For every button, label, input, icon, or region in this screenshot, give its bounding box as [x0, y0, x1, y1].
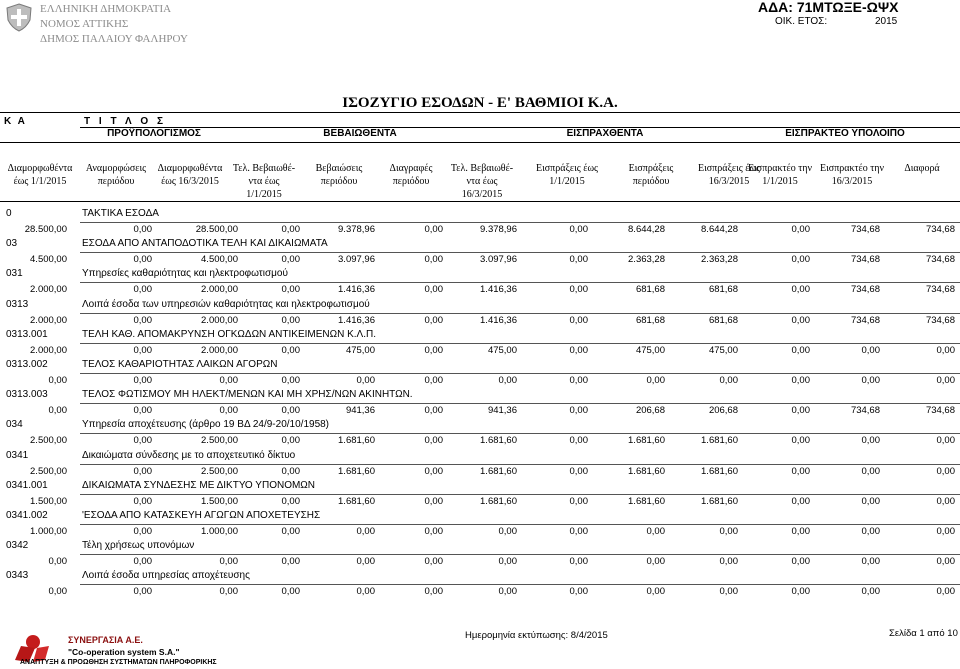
row-divider	[80, 554, 960, 555]
row-value: 1.416,36	[480, 284, 517, 296]
column-header	[612, 162, 690, 188]
row-title: ΤΕΛΗ ΚΑΘ. ΑΠΟΜΑΚΡΥΝΣΗ ΟΓΚΩΔΩΝ ΑΝΤΙΚΕΙΜΕΝΩΝ Κ.Λ.Π.	[82, 328, 376, 340]
row-value: 0,00	[791, 254, 810, 266]
company-name: ΣΥΝΕΡΓΑΣΙΑ Α.Ε.	[68, 635, 143, 645]
row-value: 206,68	[708, 405, 738, 417]
row-value: 0,00	[219, 556, 238, 568]
row-value: 0,00	[424, 375, 443, 386]
row-value: 0,00	[48, 556, 67, 568]
row-value: 0,00	[424, 254, 443, 266]
column-header-line: Εισπράξεις έως	[535, 163, 599, 174]
row-value: 734,68	[925, 254, 955, 266]
column-header-line: 16/3/2015	[831, 176, 873, 187]
header-divider-top	[0, 112, 960, 113]
title-header: Τ Ι Τ Λ Ο Σ	[84, 116, 166, 127]
row-value: 8.644,28	[701, 224, 738, 235]
row-value: 1.681,60	[701, 495, 738, 507]
row-value: 0,00	[424, 224, 443, 235]
row-value: 734,68	[850, 224, 880, 235]
row-value: 0,00	[133, 556, 152, 568]
row-value: 8.644,28	[628, 224, 665, 235]
column-header-line: ντα έως	[466, 176, 498, 187]
row-title: Λοιπά έσοδα υπηρεσίας αποχέτευσης	[82, 570, 250, 582]
row-value: 9.378,96	[338, 224, 375, 235]
row-value: 2.000,00	[201, 314, 238, 326]
group-collected: ΕΙΣΠΡΑΧΘΕΝΤΑ	[566, 128, 644, 139]
row-value: 0,00	[861, 465, 880, 477]
row-value: 475,00	[487, 344, 517, 356]
row-value: 0,00	[569, 405, 588, 417]
row-value: 0,00	[498, 526, 517, 537]
row-divider	[80, 403, 960, 404]
ada-code: ΑΔΑ: 71ΜΤΩΞΕ-ΩΨΧ	[758, 0, 899, 15]
row-value: 0,00	[861, 344, 880, 356]
row-value: 2.000,00	[201, 284, 238, 296]
print-date: Ημερομηνία εκτύπωσης: 8/4/2015	[465, 630, 608, 641]
row-value: 0,00	[281, 586, 300, 598]
row-value: 941,36	[487, 405, 517, 417]
row-value: 0,00	[498, 556, 517, 568]
row-title: Υπηρεσία αποχέτευσης (άρθρο 19 ΒΔ 24/9-20/10/1958)	[82, 419, 330, 431]
row-value: 2.000,00	[201, 344, 238, 356]
row-value: 0,00	[424, 405, 443, 417]
row-value: 1.681,60	[480, 465, 517, 477]
row-value: 0,00	[281, 224, 300, 235]
row-code: 0313.001	[6, 328, 48, 340]
row-value: 0,00	[281, 284, 300, 296]
row-value: 0,00	[791, 526, 810, 537]
row-value: 1.500,00	[30, 495, 67, 507]
row-value: 0,00	[791, 405, 810, 417]
row-value: 0,00	[569, 526, 588, 537]
row-code: 0313.002	[6, 359, 48, 370]
row-value: 0,00	[356, 526, 375, 537]
gov-line-2: ΝΟΜΟΣ ΑΤΤΙΚΗΣ	[40, 18, 129, 30]
row-value: 1.681,60	[338, 465, 375, 477]
row-value: 0,00	[133, 465, 152, 477]
row-value: 941,36	[345, 405, 375, 417]
row-value: 734,68	[925, 314, 955, 326]
row-title: Τέλη χρήσεως υπονόμων	[82, 540, 195, 552]
row-value: 1.000,00	[30, 526, 67, 537]
row-value: 0,00	[281, 495, 300, 507]
row-value: 0,00	[498, 586, 517, 598]
column-header	[740, 162, 820, 188]
row-value: 0,00	[791, 465, 810, 477]
row-value: 0,00	[356, 586, 375, 598]
row-value: 1.681,60	[338, 495, 375, 507]
row-value: 0,00	[936, 465, 955, 477]
column-header-line: Διαμορφωθέντα	[157, 163, 223, 174]
row-value: 0,00	[133, 224, 152, 235]
row-value: 206,68	[635, 405, 665, 417]
row-title: 'ΕΣΟΔΑ ΑΠΟ ΚΑΤΑΣΚΕΥΗ ΑΓΩΓΩΝ ΑΠΟΧΕΤΕΥΣΗΣ	[82, 510, 321, 521]
row-value: 0,00	[133, 526, 152, 537]
row-divider	[80, 494, 960, 495]
row-value: 0,00	[133, 254, 152, 266]
group-budget: ΠΡΟΫΠΟΛΟΓΙΣΜΟΣ	[107, 128, 201, 139]
row-value: 0,00	[424, 284, 443, 296]
row-value: 0,00	[424, 314, 443, 326]
row-value: 0,00	[133, 586, 152, 598]
row-value: 0,00	[356, 375, 375, 386]
row-value: 0,00	[133, 405, 152, 417]
header-divider-bottom	[0, 201, 960, 202]
fiscal-year-label: ΟΙΚ. ΕΤΟΣ:	[775, 16, 828, 27]
row-value: 0,00	[424, 556, 443, 568]
row-value: 0,00	[861, 586, 880, 598]
row-value: 0,00	[569, 435, 588, 447]
column-header-line: περιόδου	[97, 176, 135, 187]
column-header-line: 1/1/2015	[762, 176, 798, 187]
column-header-line: 1/1/2015	[246, 189, 282, 200]
gov-line-3: ΔΗΜΟΣ ΠΑΛΑΙΟΥ ΦΑΛΗΡΟΥ	[40, 33, 188, 45]
row-value: 0,00	[791, 284, 810, 296]
row-value: 0,00	[281, 405, 300, 417]
row-divider	[80, 222, 960, 223]
row-divider	[80, 433, 960, 434]
row-code: 034	[6, 419, 23, 431]
row-divider	[80, 464, 960, 465]
column-header	[228, 162, 300, 201]
row-value: 0,00	[219, 586, 238, 598]
code-header: Κ Α	[4, 116, 27, 127]
row-value: 0,00	[861, 375, 880, 386]
row-value: 0,00	[936, 526, 955, 537]
header-divider-groups	[0, 142, 960, 143]
row-value: 0,00	[133, 314, 152, 326]
row-value: 0,00	[424, 526, 443, 537]
column-header-line: Αναμορφώσεις	[85, 163, 147, 174]
row-value: 1.681,60	[628, 465, 665, 477]
row-value: 0,00	[133, 284, 152, 296]
row-value: 0,00	[281, 314, 300, 326]
column-header	[152, 162, 228, 188]
column-header-line: Τελ. Βεβαιωθέ-	[232, 163, 296, 174]
row-value: 4.500,00	[30, 254, 67, 266]
row-divider	[80, 584, 960, 585]
row-value: 0,00	[424, 495, 443, 507]
row-title: Δικαιώματα σύνδεσης με το αποχετευτικό δίκτυο	[82, 449, 296, 461]
column-header	[522, 162, 612, 188]
row-code: 0	[6, 208, 12, 219]
column-header-line: Βεβαιώσεις	[315, 163, 363, 174]
row-value: 0,00	[791, 375, 810, 386]
row-value: 1.681,60	[701, 465, 738, 477]
row-value: 734,68	[850, 254, 880, 266]
column-header-line: περιόδου	[392, 176, 430, 187]
row-value: 0,00	[281, 254, 300, 266]
row-value: 0,00	[424, 344, 443, 356]
row-code: 03	[6, 238, 18, 250]
column-header-line: Διαγραφές	[389, 163, 433, 174]
column-header-line: Εισπρακτέο την	[820, 163, 884, 174]
row-value: 681,68	[635, 284, 665, 296]
column-header-line: 16/3/2015	[461, 189, 503, 200]
row-value: 0,00	[791, 586, 810, 598]
column-header-line: 1/1/2015	[549, 176, 585, 187]
row-value: 0,00	[719, 375, 738, 386]
row-value: 1.681,60	[628, 495, 665, 507]
row-value: 0,00	[936, 586, 955, 598]
row-value: 0,00	[646, 586, 665, 598]
row-value: 0,00	[133, 344, 152, 356]
row-value: 734,68	[850, 405, 880, 417]
row-value: 1.681,60	[701, 435, 738, 447]
group-receivable: ΕΙΣΠΡΑΚΤΕΟ ΥΠΟΛΟΙΠΟ	[785, 128, 905, 139]
row-value: 475,00	[345, 344, 375, 356]
row-value: 0,00	[646, 556, 665, 568]
row-value: 0,00	[791, 314, 810, 326]
row-value: 0,00	[48, 375, 67, 386]
row-value: 0,00	[569, 586, 588, 598]
row-value: 1.500,00	[201, 495, 238, 507]
row-value: 0,00	[424, 465, 443, 477]
gov-line-1: ΕΛΛΗΝΙΚΗ ΔΗΜΟΚΡΑΤΙΑ	[40, 3, 172, 15]
column-header	[0, 162, 80, 188]
column-header	[884, 162, 960, 175]
row-value: 734,68	[925, 284, 955, 296]
row-code: 0313	[6, 298, 29, 310]
row-value: 0,00	[719, 526, 738, 537]
row-value: 0,00	[569, 224, 588, 235]
column-header	[300, 162, 378, 188]
column-header-line: Εισπράξεις	[628, 163, 674, 174]
row-title: ΤΕΛΟΣ ΚΑΘΑΡΙΟΤΗΤΑΣ ΛΑΙΚΩΝ ΑΓΟΡΩΝ	[82, 359, 278, 370]
row-value: 1.416,36	[338, 284, 375, 296]
company-subtitle: "Co-operation system S.A."	[68, 647, 180, 657]
page-number: Σελίδα 1 από 10	[889, 628, 958, 639]
column-header	[812, 162, 892, 188]
row-value: 1.681,60	[480, 435, 517, 447]
row-value: 2.500,00	[30, 465, 67, 477]
row-code: 0341	[6, 449, 29, 461]
row-value: 0,00	[281, 435, 300, 447]
row-value: 734,68	[850, 284, 880, 296]
row-value: 0,00	[281, 556, 300, 568]
row-value: 0,00	[719, 586, 738, 598]
column-header-line: Εισπρακτέο την	[748, 163, 812, 174]
row-value: 0,00	[424, 435, 443, 447]
row-value: 28.500,00	[195, 224, 238, 235]
row-value: 2.000,00	[30, 284, 67, 296]
row-value: 0,00	[936, 495, 955, 507]
row-code: 0342	[6, 540, 29, 552]
row-value: 0,00	[48, 586, 67, 598]
column-header-line: Διαμορφωθέντα	[7, 163, 73, 174]
company-tagline: ΑΝΑΠΤΥΞΗ & ΠΡΟΩΘΗΣΗ ΣΥΣΤΗΜΑΤΩΝ ΠΛΗΡΟΦΟΡΙΚΗΣ	[20, 659, 217, 666]
row-value: 0,00	[861, 435, 880, 447]
row-value: 28.500,00	[24, 224, 67, 235]
row-divider	[80, 252, 960, 253]
row-value: 0,00	[424, 586, 443, 598]
column-header-line: έως 16/3/2015	[161, 176, 219, 187]
row-code: 0341.002	[6, 510, 48, 521]
row-value: 2.000,00	[30, 314, 67, 326]
group-certified: ΒΕΒΑΙΩΘΕΝΤΑ	[323, 128, 397, 139]
row-value: 1.416,36	[338, 314, 375, 326]
row-divider	[80, 313, 960, 314]
row-value: 681,68	[635, 314, 665, 326]
row-value: 1.000,00	[201, 526, 238, 537]
row-value: 0,00	[569, 314, 588, 326]
column-header-line: Εισπράξεις έως	[697, 163, 761, 174]
row-value: 2.500,00	[30, 435, 67, 447]
row-value: 475,00	[635, 344, 665, 356]
row-title: ΤΑΚΤΙΚΑ ΕΣΟΔΑ	[82, 208, 159, 219]
row-value: 0,00	[719, 556, 738, 568]
row-value: 2.363,28	[628, 254, 665, 266]
row-code: 0341.001	[6, 479, 48, 491]
report-title: ΙΣΟΖΥΓΙΟ ΕΣΟΔΩΝ - Ε' ΒΑΘΜΙΟΙ Κ.Α.	[342, 95, 618, 111]
row-title: Υπηρεσίες καθαριότητας και ηλεκτροφωτισμού	[82, 268, 288, 280]
row-value: 0,00	[133, 495, 152, 507]
row-value: 3.097,96	[480, 254, 517, 266]
column-header-line: έως 1/1/2015	[13, 176, 67, 187]
column-header-line: 16/3/2015	[708, 176, 750, 187]
row-divider	[80, 282, 960, 283]
row-value: 2.363,28	[701, 254, 738, 266]
row-divider	[80, 373, 960, 374]
row-value: 734,68	[925, 224, 955, 235]
row-title: ΔΙΚΑΙΩΜΑΤΑ ΣΥΝΔΕΣΗΣ ΜΕ ΔΙΚΤΥΟ ΥΠΟΝΟΜΩΝ	[82, 479, 316, 491]
row-value: 0,00	[646, 526, 665, 537]
fiscal-year-value: 2015	[875, 16, 898, 27]
row-value: 0,00	[791, 435, 810, 447]
row-value: 0,00	[569, 344, 588, 356]
row-value: 2.500,00	[201, 465, 238, 477]
row-value: 0,00	[219, 405, 238, 417]
column-header	[443, 162, 521, 201]
row-value: 0,00	[48, 405, 67, 417]
row-value: 0,00	[281, 526, 300, 537]
row-value: 0,00	[133, 375, 152, 386]
row-value: 0,00	[356, 556, 375, 568]
row-value: 0,00	[646, 375, 665, 386]
row-code: 0313.003	[6, 389, 48, 401]
row-value: 0,00	[791, 495, 810, 507]
row-value: 734,68	[925, 405, 955, 417]
row-value: 0,00	[569, 375, 588, 386]
column-header-line: ντα έως	[248, 176, 280, 187]
row-value: 475,00	[708, 344, 738, 356]
row-value: 0,00	[498, 375, 517, 386]
row-title: Λοιπά έσοδα των υπηρεσιών καθαριότητας και ηλεκτροφωτισμού	[82, 298, 370, 310]
row-value: 0,00	[281, 375, 300, 386]
row-title: ΕΣΟΔΑ ΑΠΟ ΑΝΤΑΠΟΔΟΤΙΚΑ ΤΕΛΗ ΚΑΙ ΔΙΚΑΙΩΜΑΤΑ	[82, 238, 328, 250]
row-value: 0,00	[936, 435, 955, 447]
column-header-line: περιόδου	[320, 176, 358, 187]
row-value: 0,00	[281, 344, 300, 356]
row-code: 031	[6, 268, 23, 280]
row-value: 0,00	[133, 435, 152, 447]
row-value: 9.378,96	[480, 224, 517, 235]
column-header	[378, 162, 444, 188]
row-value: 1.416,36	[480, 314, 517, 326]
column-header	[80, 162, 152, 188]
row-value: 3.097,96	[338, 254, 375, 266]
row-value: 0,00	[936, 344, 955, 356]
row-value: 0,00	[936, 375, 955, 386]
row-value: 0,00	[569, 495, 588, 507]
row-value: 1.681,60	[338, 435, 375, 447]
row-value: 2.500,00	[201, 435, 238, 447]
row-value: 0,00	[569, 254, 588, 266]
row-value: 0,00	[569, 465, 588, 477]
row-code: 0343	[6, 570, 29, 582]
row-value: 0,00	[569, 284, 588, 296]
row-value: 0,00	[281, 465, 300, 477]
greek-emblem-icon	[4, 2, 34, 32]
row-value: 4.500,00	[201, 254, 238, 266]
row-value: 1.681,60	[628, 435, 665, 447]
column-header-line: Τελ. Βεβαιωθέ-	[450, 163, 514, 174]
row-title: ΤΕΛΟΣ ΦΩΤΙΣΜΟΥ ΜΗ ΗΛΕΚΤ/ΜΕΝΩΝ ΚΑΙ ΜΗ ΧΡΗΣ/ΝΩΝ ΑΚΙΝΗΤΩΝ.	[82, 389, 413, 401]
row-value: 0,00	[791, 224, 810, 235]
row-value: 681,68	[708, 314, 738, 326]
row-value: 0,00	[791, 556, 810, 568]
row-value: 0,00	[569, 556, 588, 568]
row-value: 0,00	[861, 526, 880, 537]
row-value: 0,00	[219, 375, 238, 386]
column-header-line: Διαφορά	[904, 163, 940, 174]
row-divider	[80, 343, 960, 344]
row-value: 1.681,60	[480, 495, 517, 507]
row-value: 2.000,00	[30, 344, 67, 356]
row-value: 0,00	[861, 495, 880, 507]
row-value: 0,00	[936, 556, 955, 568]
column-header-line: περιόδου	[632, 176, 670, 187]
row-divider	[80, 524, 960, 525]
row-value: 734,68	[850, 314, 880, 326]
row-value: 0,00	[861, 556, 880, 568]
row-value: 681,68	[708, 284, 738, 296]
row-value: 0,00	[791, 344, 810, 356]
